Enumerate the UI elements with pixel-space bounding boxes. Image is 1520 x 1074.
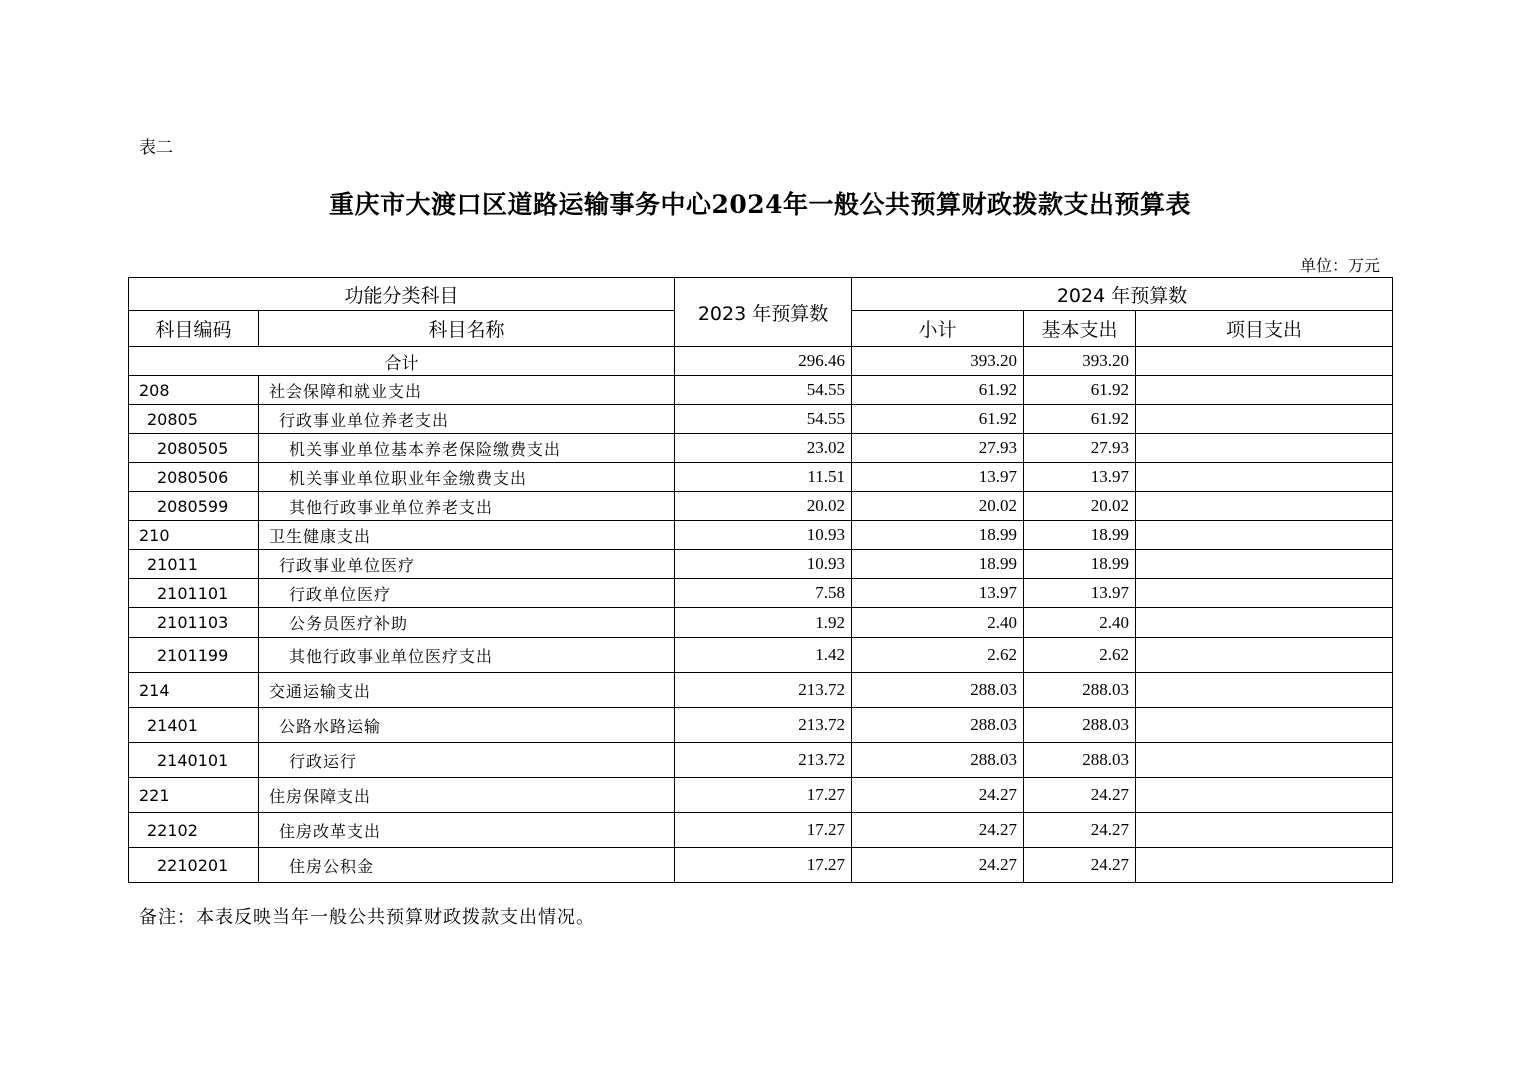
row-project (1136, 579, 1393, 608)
row-project (1136, 434, 1393, 463)
row-code: 214 (129, 673, 259, 708)
row-project (1136, 673, 1393, 708)
row-project (1136, 521, 1393, 550)
row-name: 交通运输支出 (259, 673, 675, 708)
row-basic: 61.92 (1024, 376, 1136, 405)
row-code: 2210201 (129, 848, 259, 883)
row-code: 2101101 (129, 579, 259, 608)
row-name: 卫生健康支出 (259, 521, 675, 550)
table-row (129, 743, 1393, 778)
row-subtotal: 61.92 (852, 376, 1024, 405)
table-row (129, 376, 1393, 405)
header-project: 项目支出 (1136, 311, 1393, 347)
row-name: 住房保障支出 (259, 778, 675, 813)
row-name: 其他行政事业单位医疗支出 (259, 638, 675, 673)
total-project (1136, 347, 1393, 376)
total-row (129, 347, 1393, 376)
row-project (1136, 813, 1393, 848)
row-project (1136, 778, 1393, 813)
table-row (129, 778, 1393, 813)
row-2023: 11.51 (675, 463, 852, 492)
row-project (1136, 405, 1393, 434)
row-basic: 24.27 (1024, 813, 1136, 848)
row-2023: 17.27 (675, 848, 852, 883)
row-project (1136, 376, 1393, 405)
total-2023: 296.46 (675, 347, 852, 376)
row-name: 行政运行 (259, 743, 675, 778)
table-row (129, 673, 1393, 708)
row-2023: 1.42 (675, 638, 852, 673)
row-subtotal: 2.40 (852, 608, 1024, 638)
row-code: 21011 (129, 550, 259, 579)
header-name: 科目名称 (259, 311, 675, 347)
row-code: 2080505 (129, 434, 259, 463)
row-subtotal: 18.99 (852, 521, 1024, 550)
total-basic: 393.20 (1024, 347, 1136, 376)
row-subtotal: 27.93 (852, 434, 1024, 463)
header-code: 科目编码 (129, 311, 259, 347)
row-2023: 10.93 (675, 521, 852, 550)
row-code: 208 (129, 376, 259, 405)
row-code: 2080599 (129, 492, 259, 521)
row-subtotal: 61.92 (852, 405, 1024, 434)
total-label: 合计 (129, 347, 675, 376)
row-code: 210 (129, 521, 259, 550)
header-row-1 (129, 278, 1393, 311)
row-subtotal: 288.03 (852, 673, 1024, 708)
row-2023: 17.27 (675, 778, 852, 813)
row-basic: 2.40 (1024, 608, 1136, 638)
row-basic: 61.92 (1024, 405, 1136, 434)
row-basic: 27.93 (1024, 434, 1136, 463)
header-basic: 基本支出 (1024, 311, 1136, 347)
row-code: 2080506 (129, 463, 259, 492)
row-project (1136, 550, 1393, 579)
row-basic: 13.97 (1024, 463, 1136, 492)
row-project (1136, 743, 1393, 778)
row-basic: 20.02 (1024, 492, 1136, 521)
row-subtotal: 18.99 (852, 550, 1024, 579)
row-2023: 213.72 (675, 673, 852, 708)
row-code: 22102 (129, 813, 259, 848)
row-name: 行政单位医疗 (259, 579, 675, 608)
row-basic: 288.03 (1024, 673, 1136, 708)
row-2023: 23.02 (675, 434, 852, 463)
row-name: 行政事业单位医疗 (259, 550, 675, 579)
row-2023: 213.72 (675, 743, 852, 778)
row-code: 2140101 (129, 743, 259, 778)
row-subtotal: 13.97 (852, 463, 1024, 492)
table-row (129, 550, 1393, 579)
table-row (129, 608, 1393, 638)
table-row (129, 638, 1393, 673)
row-subtotal: 13.97 (852, 579, 1024, 608)
budget-table (128, 277, 1393, 883)
row-2023: 7.58 (675, 579, 852, 608)
row-2023: 54.55 (675, 405, 852, 434)
row-project (1136, 708, 1393, 743)
row-basic: 24.27 (1024, 778, 1136, 813)
row-basic: 18.99 (1024, 550, 1136, 579)
row-basic: 13.97 (1024, 579, 1136, 608)
total-subtotal: 393.20 (852, 347, 1024, 376)
row-code: 21401 (129, 708, 259, 743)
row-code: 2101103 (129, 608, 259, 638)
row-subtotal: 2.62 (852, 638, 1024, 673)
table-label: 表二 (139, 138, 173, 158)
row-project (1136, 463, 1393, 492)
row-basic: 2.62 (1024, 638, 1136, 673)
row-2023: 54.55 (675, 376, 852, 405)
unit-label: 单位：万元 (1299, 256, 1380, 275)
row-subtotal: 288.03 (852, 743, 1024, 778)
row-name: 机关事业单位职业年金缴费支出 (259, 463, 675, 492)
row-basic: 288.03 (1024, 708, 1136, 743)
row-project (1136, 492, 1393, 521)
table-row (129, 708, 1393, 743)
row-2023: 17.27 (675, 813, 852, 848)
row-name: 公路水路运输 (259, 708, 675, 743)
table-row (129, 521, 1393, 550)
row-subtotal: 24.27 (852, 813, 1024, 848)
row-2023: 1.92 (675, 608, 852, 638)
row-name: 行政事业单位养老支出 (259, 405, 675, 434)
header-2023: 2023 年预算数 (675, 278, 852, 347)
row-subtotal: 24.27 (852, 778, 1024, 813)
row-2023: 213.72 (675, 708, 852, 743)
table-row (129, 434, 1393, 463)
header-subtotal: 小计 (852, 311, 1024, 347)
row-name: 公务员医疗补助 (259, 608, 675, 638)
row-code: 221 (129, 778, 259, 813)
row-project (1136, 608, 1393, 638)
table-row (129, 463, 1393, 492)
row-code: 2101199 (129, 638, 259, 673)
row-basic: 18.99 (1024, 521, 1136, 550)
row-2023: 20.02 (675, 492, 852, 521)
row-subtotal: 20.02 (852, 492, 1024, 521)
row-subtotal: 24.27 (852, 848, 1024, 883)
row-name: 住房公积金 (259, 848, 675, 883)
row-project (1136, 848, 1393, 883)
table-row (129, 813, 1393, 848)
table-row (129, 848, 1393, 883)
page-title: 重庆市大渡口区道路运输事务中心2024年一般公共预算财政拨款支出预算表 (328, 190, 1192, 219)
row-name: 社会保障和就业支出 (259, 376, 675, 405)
row-basic: 288.03 (1024, 743, 1136, 778)
row-project (1136, 638, 1393, 673)
table-row (129, 405, 1393, 434)
row-code: 20805 (129, 405, 259, 434)
row-2023: 10.93 (675, 550, 852, 579)
row-name: 住房改革支出 (259, 813, 675, 848)
row-basic: 24.27 (1024, 848, 1136, 883)
footnote: 备注：本表反映当年一般公共预算财政拨款支出情况。 (139, 907, 595, 928)
header-func-group: 功能分类科目 (129, 278, 675, 311)
table-row (129, 579, 1393, 608)
table-row (129, 492, 1393, 521)
header-2024-group: 2024 年预算数 (852, 278, 1393, 311)
row-subtotal: 288.03 (852, 708, 1024, 743)
row-name: 机关事业单位基本养老保险缴费支出 (259, 434, 675, 463)
row-name: 其他行政事业单位养老支出 (259, 492, 675, 521)
